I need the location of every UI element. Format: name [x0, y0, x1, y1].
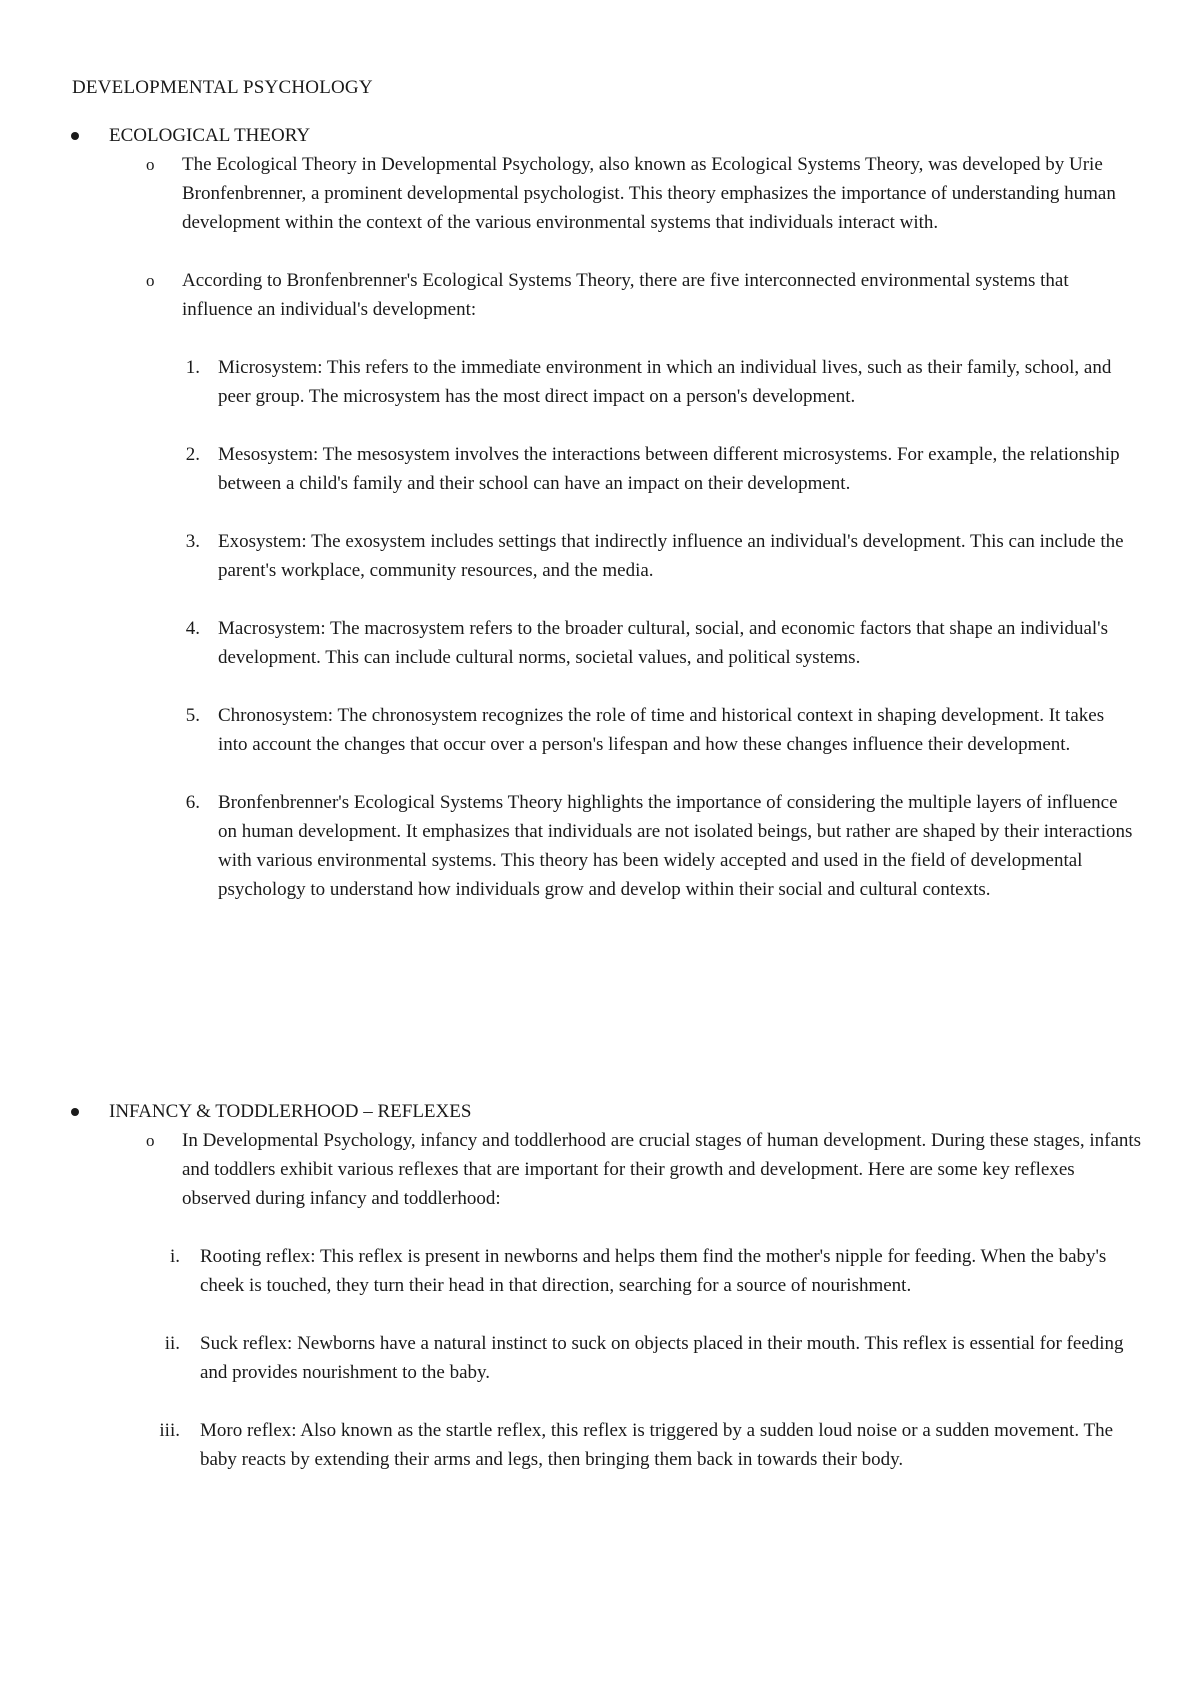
list-number: 3.	[185, 531, 200, 552]
paragraph: According to Bronfenbrenner's Ecological Systems Theory, there are five interconnected environmental systems that influence an individual's development:	[182, 270, 1069, 320]
list-number: 2.	[185, 444, 200, 465]
document-title: DEVELOPMENTAL PSYCHOLOGY	[72, 77, 373, 98]
section-infancy-toddlerhood	[0, 1097, 1200, 1474]
bullet-icon	[71, 1108, 79, 1116]
section-ecological-theory	[0, 121, 1200, 904]
list-item-text: Exosystem: The exosystem includes settings that indirectly influence an individual's development. This can include the parent's workplace, community resources, and the media.	[218, 531, 1124, 581]
list-item-text: Suck reflex: Newborns have a natural instinct to suck on objects placed in their mouth. This reflex is essential for feeding and provides nourishment to the baby.	[200, 1333, 1124, 1383]
bullet-ecological-theory	[0, 121, 1200, 150]
sub-bullet-icon: o	[146, 271, 155, 290]
paragraph: The Ecological Theory in Developmental Psychology, also known as Ecological Systems Theory, was developed by Urie Bronfenbrenner, a prominent developmental psychologist. This theory emphasizes the importance of understanding human development within the context of the various environmental systems that individuals interact with.	[182, 154, 1116, 233]
list-item-text: Macrosystem: The macrosystem refers to the broader cultural, social, and economic factors that shape an individual's development. This can include cultural norms, societal values, and political systems.	[218, 618, 1108, 668]
list-item-text: Chronosystem: The chronosystem recognizes the role of time and historical context in shaping development. It takes into account the changes that occur over a person's lifespan and how these changes influence their development.	[218, 705, 1105, 755]
paragraph: In Developmental Psychology, infancy and toddlerhood are crucial stages of human development. During these stages, infants and toddlers exhibit various reflexes that are important for their growth and development. Here are some key reflexes observed during infancy and toddlerhood:	[182, 1130, 1142, 1209]
list-number: 5.	[185, 705, 200, 726]
list-number: iii.	[159, 1420, 180, 1441]
sub-item	[0, 150, 1200, 237]
list-item-text: Moro reflex: Also known as the startle reflex, this reflex is triggered by a sudden loud noise or a sudden movement. The baby reacts by extending their arms and legs, then bringing them back in towards their body.	[200, 1420, 1114, 1470]
list-number: 1.	[185, 357, 200, 378]
list-item	[0, 1242, 1200, 1300]
sub-item	[0, 266, 1200, 324]
list-item-text: Mesosystem: The mesosystem involves the interactions between different microsystems. For example, the relationship between a child's family and their school can have an impact on their development.	[218, 444, 1120, 494]
list-item-text: Microsystem: This refers to the immediate environment in which an individual lives, such as their family, school, and peer group. The microsystem has the most direct impact on a person's development.	[218, 357, 1112, 407]
list-item-text: Bronfenbrenner's Ecological Systems Theory highlights the importance of considering the multiple layers of influence on human development. It emphasizes that individuals are not isolated beings, but rather are shaped by their interactions with various environmental systems. This theory has been widely accepted and used in the field of developmental psychology to understand how individuals grow and develop within their social and cultural contexts.	[218, 792, 1133, 900]
list-item	[0, 788, 1200, 904]
list-item	[0, 440, 1200, 498]
bullet-infancy-toddlerhood	[0, 1097, 1200, 1126]
section-heading: ECOLOGICAL THEORY	[109, 125, 311, 146]
list-item	[0, 614, 1200, 672]
section-heading: INFANCY & TODDLERHOOD – REFLEXES	[109, 1101, 472, 1122]
list-item-text: Rooting reflex: This reflex is present in newborns and helps them find the mother's nipple for feeding. When the baby's cheek is touched, they turn their head in that direction, searching for a source of nourishment.	[200, 1246, 1107, 1296]
list-number: i.	[169, 1246, 180, 1267]
sub-item	[0, 1126, 1200, 1213]
bullet-icon	[71, 132, 79, 140]
list-item	[0, 701, 1200, 759]
list-number: 4.	[185, 618, 200, 639]
list-number: ii.	[164, 1333, 180, 1354]
sub-bullet-icon: o	[146, 1131, 155, 1150]
sub-bullet-icon: o	[146, 155, 155, 174]
list-item	[0, 527, 1200, 585]
list-number: 6.	[185, 792, 200, 813]
list-item	[0, 1329, 1200, 1387]
list-item	[0, 1416, 1200, 1474]
list-item	[0, 353, 1200, 411]
